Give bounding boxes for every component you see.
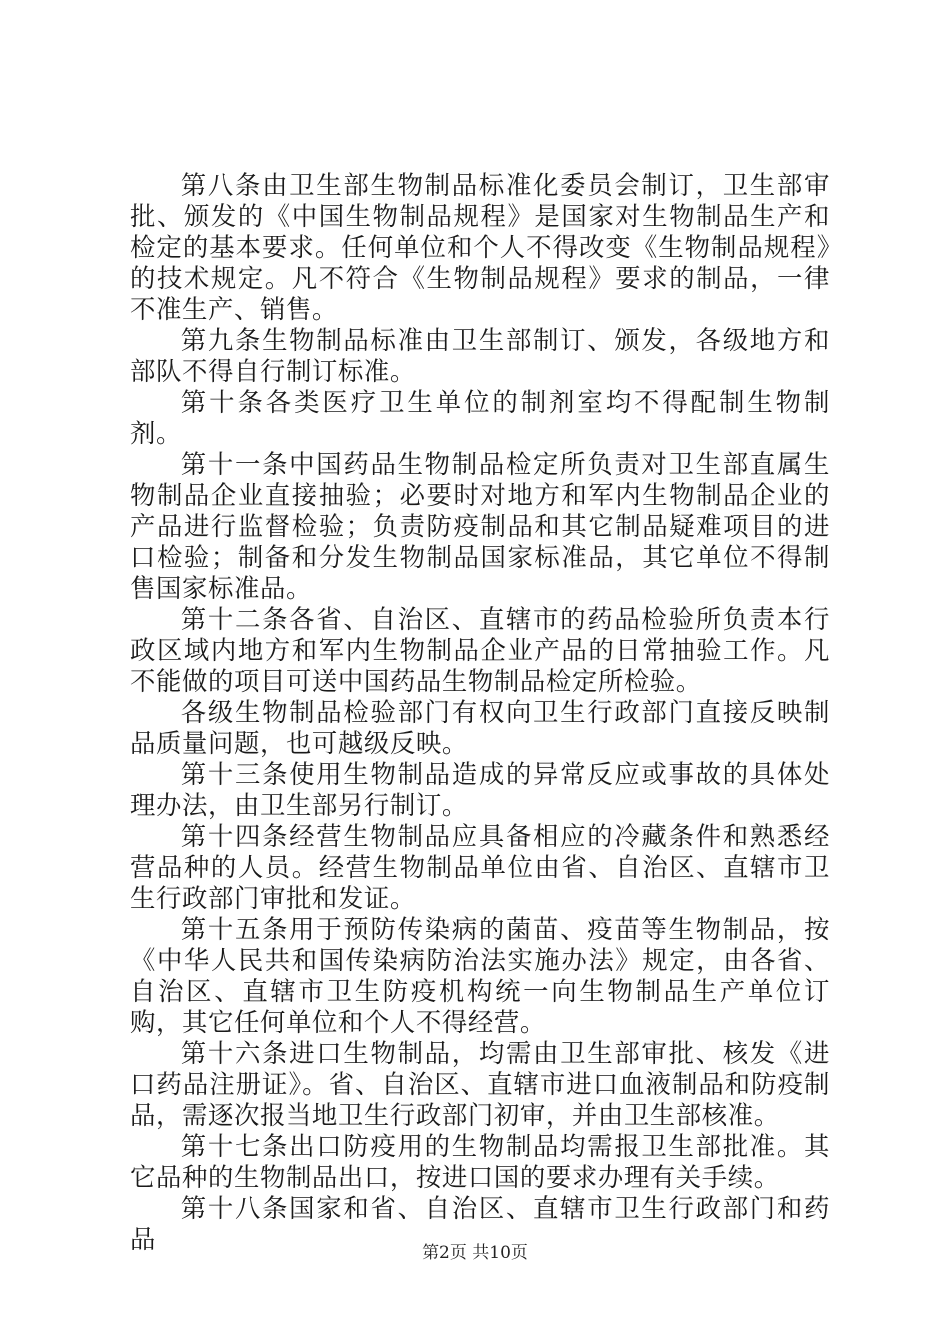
- paragraph-article-14: 第十四条经营生物制品应具备相应的冷藏条件和熟悉经营品种的人员。经营生物制品单位由省、自治区、直辖市卫生行政部门审批和发证。: [130, 821, 830, 913]
- document-body: [130, 170, 830, 1255]
- paragraph-article-8: 第八条由卫生部生物制品标准化委员会制订，卫生部审批、颁发的《中国生物制品规程》是国家对生物制品生产和检定的基本要求。任何单位和个人不得改变《生物制品规程》的技术规定。凡不符合《生物制品规程》要求的制品，一律不准生产、销售。: [130, 170, 830, 324]
- paragraph-article-13: 第十三条使用生物制品造成的异常反应或事故的具体处理办法，由卫生部另行制订。: [130, 759, 830, 820]
- paragraph-article-11: 第十一条中国药品生物制品检定所负责对卫生部直属生物制品企业直接抽验；必要时对地方和军内生物制品企业的产品进行监督检验；负责防疫制品和其它制品疑难项目的进口检验；制备和分发生物制品国家标准品，其它单位不得制售国家标准品。: [130, 449, 830, 603]
- paragraph-article-12: 第十二条各省、自治区、直辖市的药品检验所负责本行政区域内地方和军内生物制品企业产品的日常抽验工作。凡不能做的项目可送中国药品生物制品检定所检验。: [130, 604, 830, 696]
- page-number-footer: 第2页 共10页: [422, 1243, 528, 1263]
- paragraph-article-16: 第十六条进口生物制品，均需由卫生部审批、核发《进口药品注册证》。省、自治区、直辖市进口血液制品和防疫制品，需逐次报当地卫生行政部门初审，并由卫生部核准。: [130, 1038, 830, 1130]
- paragraph-article-12-supplement: 各级生物制品检验部门有权向卫生行政部门直接反映制品质量问题，也可越级反映。: [130, 697, 830, 758]
- paragraph-article-15: 第十五条用于预防传染病的菌苗、疫苗等生物制品，按《中华人民共和国传染病防治法实施办法》规定，由各省、自治区、直辖市卫生防疫机构统一向生物制品生产单位订购，其它任何单位和个人不得经营。: [130, 914, 830, 1037]
- paragraph-article-17: 第十七条出口防疫用的生物制品均需报卫生部批准。其它品种的生物制品出口，按进口国的要求办理有关手续。: [130, 1131, 830, 1192]
- paragraph-article-9: 第九条生物制品标准由卫生部制订、颁发，各级地方和部队不得自行制订标准。: [130, 325, 830, 386]
- paragraph-article-18: 第十八条国家和省、自治区、直辖市卫生行政部门和药品: [130, 1193, 830, 1254]
- paragraph-article-10: 第十条各类医疗卫生单位的制剂室均不得配制生物制剂。: [130, 387, 830, 448]
